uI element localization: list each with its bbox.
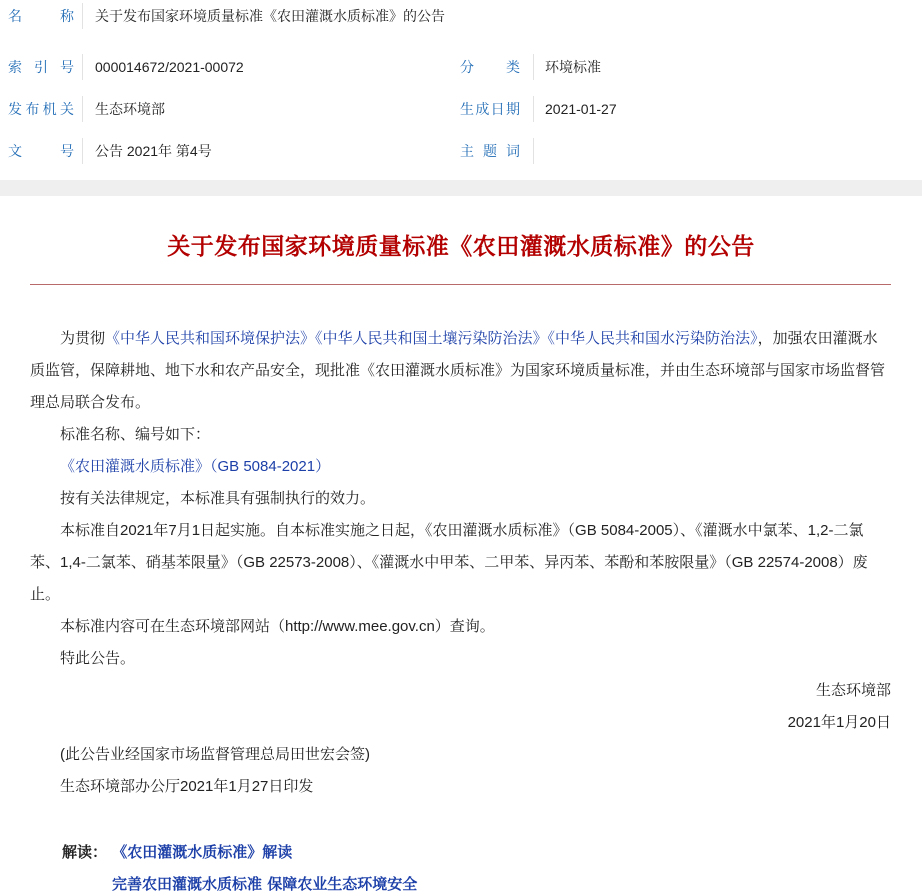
paragraph-standard-heading: 标准名称、编号如下： — [60, 426, 211, 443]
standard-link[interactable]: 《农田灌溉水质标准》（GB 5084-2021） — [60, 458, 331, 475]
paragraph-effective-date: 本标准自2021年7月1日起实施。自本标准实施之日起，《农田灌溉水质标准》（GB 5084-2005）、《灌溉水中氯苯、1,2-二氯苯、1,4-二氯苯、硝基苯限量》（GB 22573-2008）、《灌溉水中甲苯、二甲苯、异丙苯、苯酚和苯胺限量》（GB 22574-2008）废止。 — [30, 522, 868, 603]
paragraph-intro — [30, 323, 891, 419]
index-value: 000014672/2021-00072 — [95, 59, 244, 75]
divider — [82, 54, 83, 80]
title-divider — [30, 284, 891, 285]
divider — [533, 138, 534, 164]
doc-number-value: 公告 2021年 第4号 — [95, 143, 212, 159]
divider — [82, 3, 83, 29]
countersign-note: (此公告业经国家市场监督管理总局田世宏会签) — [60, 746, 370, 763]
intro-prefix: 为贯彻 — [60, 330, 106, 347]
divider — [533, 96, 534, 122]
meta-row-issuer — [0, 99, 922, 140]
category-value: 环境标准 — [545, 59, 601, 75]
topic-label: 主题词 — [460, 143, 520, 159]
law-link-water-pollution[interactable]: 《中华人民共和国水污染防治法》 — [547, 330, 758, 347]
interpretation-link-article[interactable]: 完善农田灌溉水质标准 保障农业生态环境安全 — [112, 875, 418, 893]
category-label: 分 类 — [460, 59, 520, 75]
issuance-note: 生态环境部办公厅2021年1月27日印发 — [60, 778, 314, 795]
signature-date: 2021年1月20日 — [787, 714, 891, 731]
divider — [533, 54, 534, 80]
intro-suffix: ，加强农田灌溉水质监管，保障耕地、地下水和农产品安全，现批准《农田灌溉水质标准》为国家环境质量标准，并由生态环境部与国家市场监督管理总局联合发布。 — [30, 330, 886, 411]
divider — [82, 138, 83, 164]
paragraph-closing: 特此公告。 — [60, 650, 136, 667]
paragraph-legal-effect: 按有关法律规定，本标准具有强制执行的效力。 — [60, 490, 376, 507]
law-link-environmental-protection[interactable]: 《中华人民共和国环境保护法》 — [105, 330, 316, 347]
date-label: 生成日期 — [460, 101, 520, 117]
interpretation-label: 解读： — [62, 843, 108, 861]
article-body — [30, 323, 891, 803]
law-link-soil-pollution[interactable]: 《中华人民共和国土壤污染防治法》 — [315, 330, 548, 347]
name-label: 名 称 — [8, 8, 74, 24]
meta-row-doc — [0, 141, 922, 182]
divider — [82, 96, 83, 122]
page-title: 关于发布国家环境质量标准《农田灌溉水质标准》的公告 — [167, 233, 755, 259]
signature-org: 生态环境部 — [815, 682, 891, 699]
doc-number-label: 文 号 — [8, 143, 74, 159]
interpretation-link-standard[interactable]: 《农田灌溉水质标准》解读 — [112, 843, 293, 861]
issuer-value: 生态环境部 — [95, 101, 165, 117]
interpretation-section — [62, 840, 292, 864]
paragraph-website: 本标准内容可在生态环境部网站（http://www.mee.gov.cn）查询。 — [60, 618, 495, 635]
meta-row-name — [0, 6, 922, 47]
document-metadata-table — [0, 0, 922, 180]
standard-paragraph — [30, 451, 891, 483]
issuer-label: 发布机关 — [8, 101, 74, 117]
date-value: 2021-01-27 — [545, 101, 617, 117]
meta-separator-band — [0, 180, 922, 196]
meta-row-index — [0, 57, 922, 98]
index-label: 索引号 — [8, 59, 74, 75]
name-value: 关于发布国家环境质量标准《农田灌溉水质标准》的公告 — [95, 8, 445, 24]
